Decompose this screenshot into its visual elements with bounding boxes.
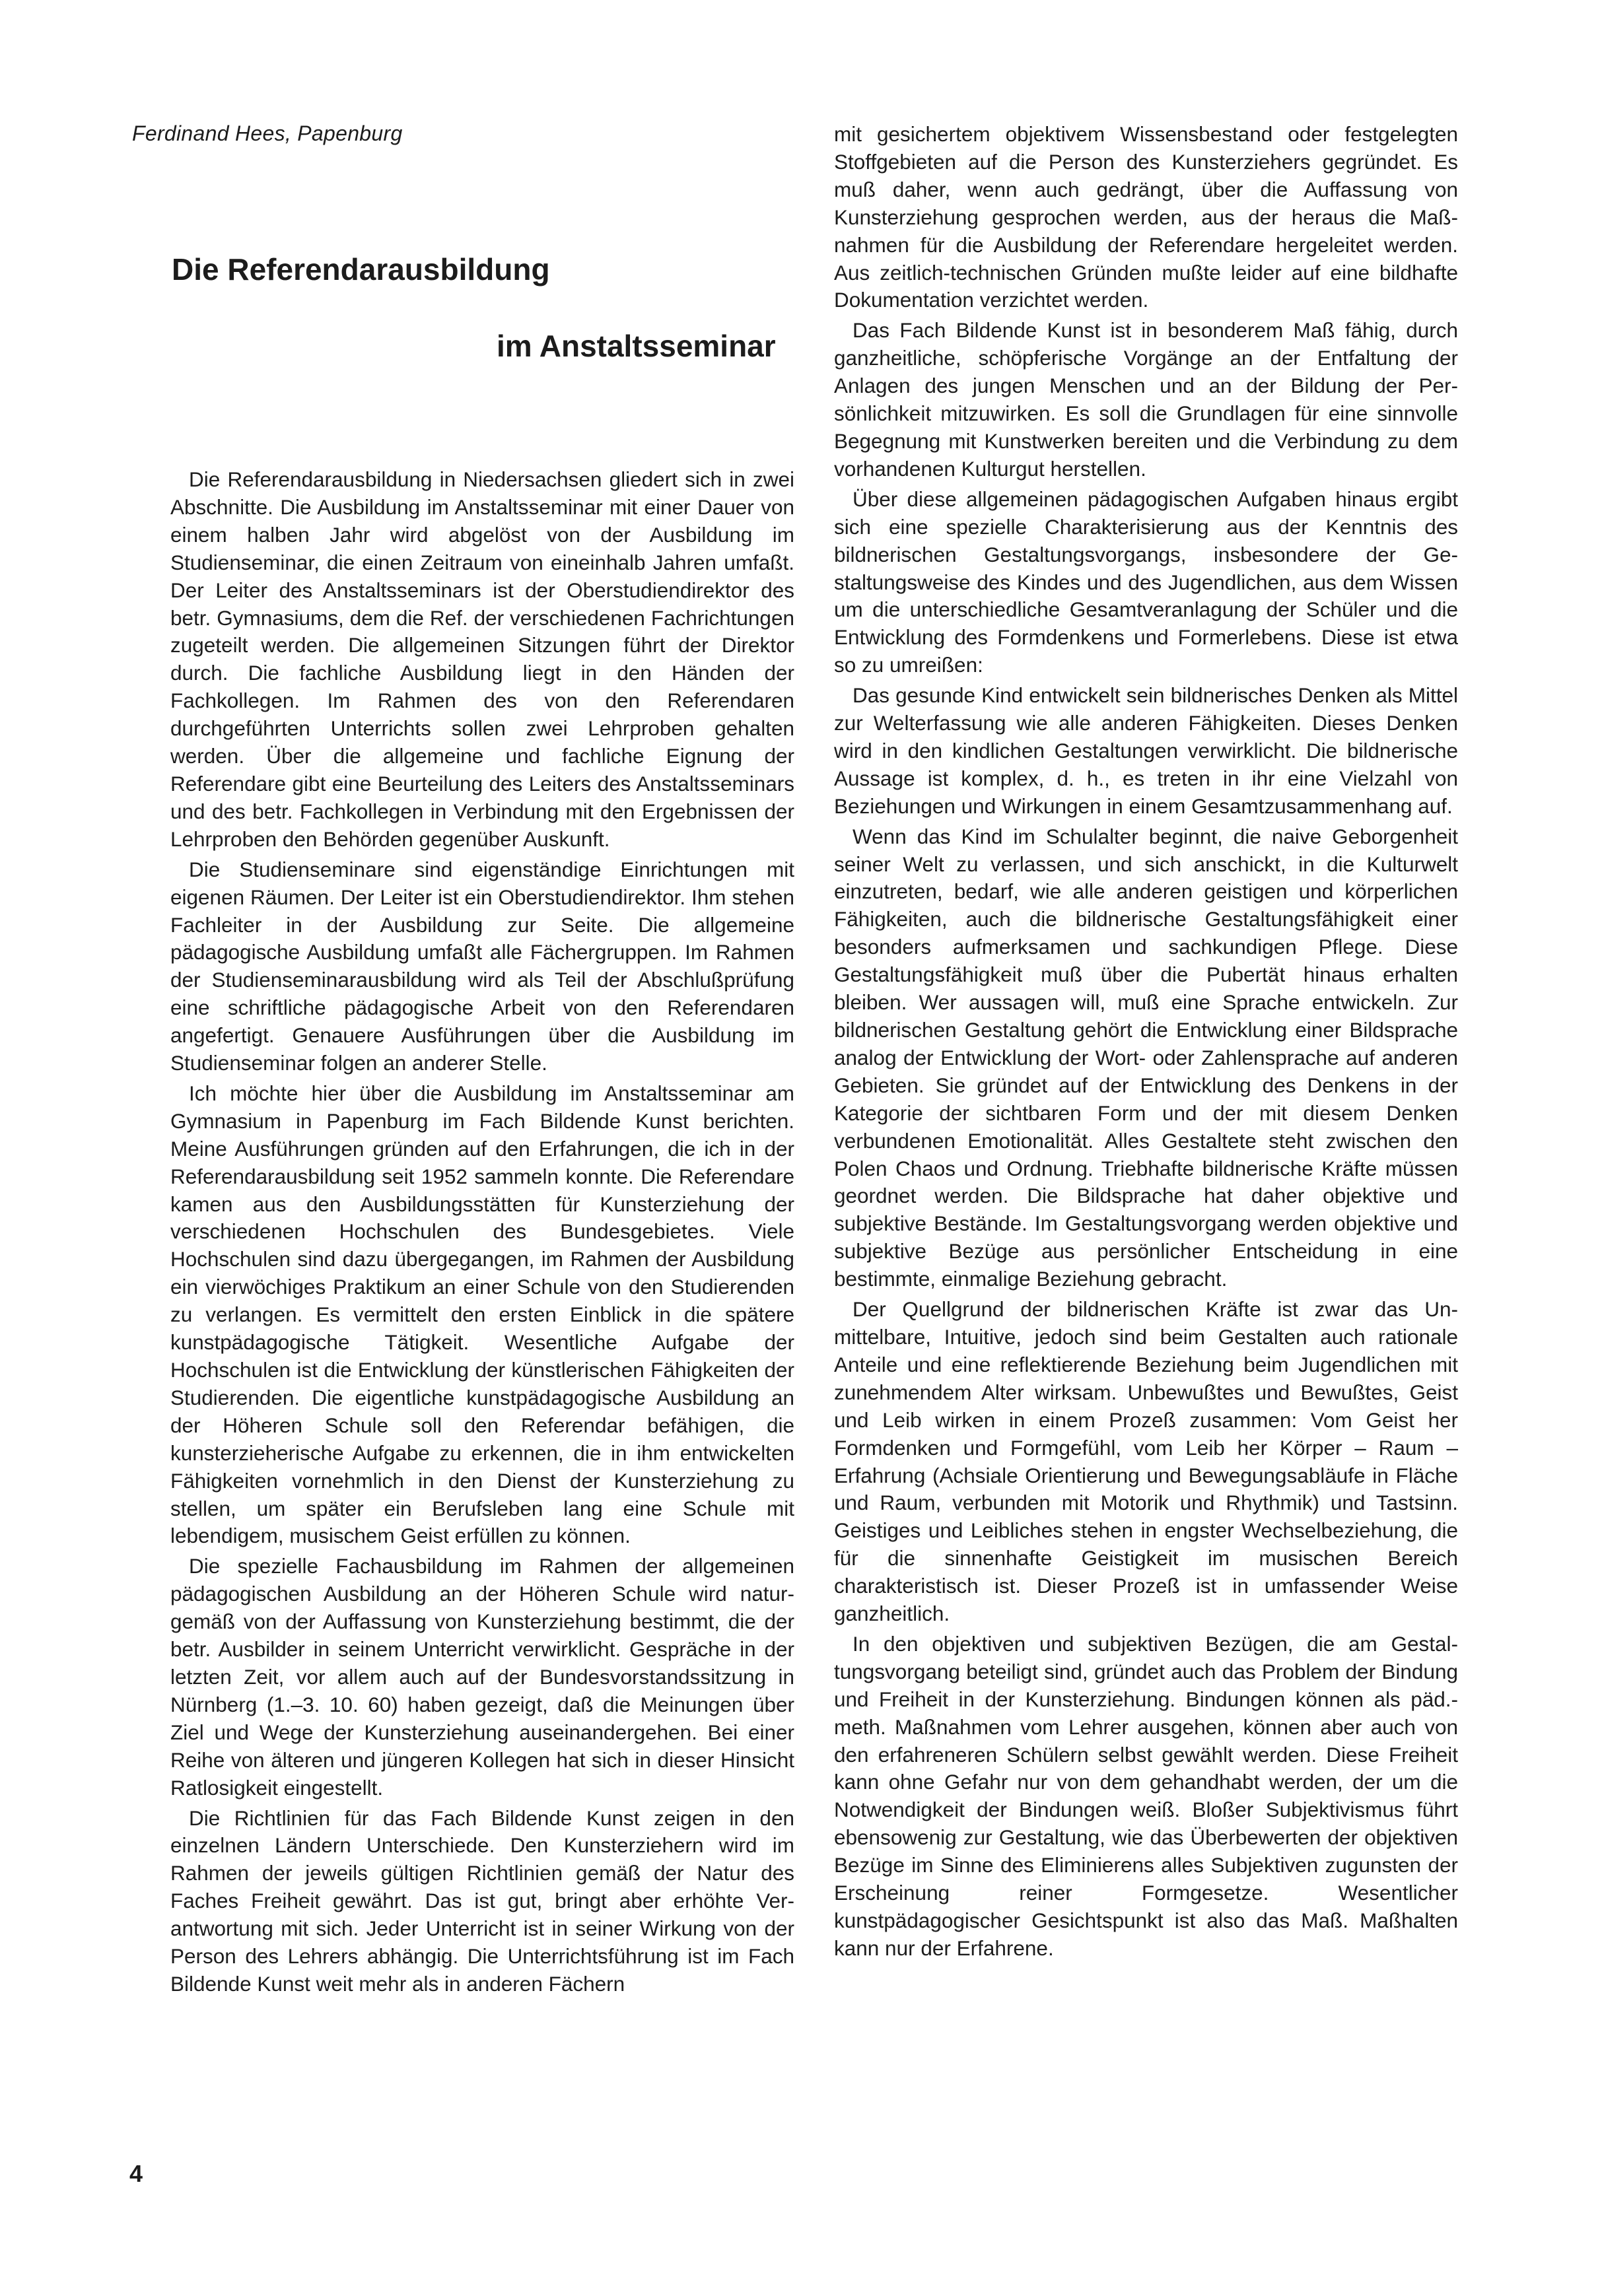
paragraph: Das Fach Bildende Kunst ist in besonderem Maß fähig, durch ganzheitliche, schöpferische Vorgänge an der Entfaltung der Anlagen des jungen Menschen und an der Bildung der Persönlichkeit mitzuwirken. Es soll die Grundlagen für eine sinnvolle Begegnung mit Kunstwerken bereiten und die Verbindung zu dem vorhandenen Kulturgut herstellen. <box>834 318 1458 481</box>
author-line: Ferdinand Hees, Papenburg <box>132 121 403 145</box>
page-number: 4 <box>129 2160 143 2187</box>
article-title-line-2: im Anstaltsseminar <box>497 329 776 363</box>
paragraph: Die Referendarausbildung in Niedersachsen gliedert sich in zwei Abschnitte. Die Ausbildung im Anstaltsseminar mit einer Dauer von einem halben Jahr wird abgelöst von der Ausbildung im Studienseminar, die einen Zeitraum von eineinhalb Jahren umfaßt. Der Leiter des Anstaltsseminars ist der Oberstudiendirektor des betr. Gymnasiums, dem die Ref. der verschiedenen Fachrichtungen zugeteilt werden. Die allgemeinen Sitzungen führt der Direktor durch. Die fachliche Ausbildung liegt in den Händen der Fachkollegen. Im Rahmen des von den Referendaren durchgeführten Unterrichts sollen zwei Lehrproben gehalten werden. Über die allgemeine und fachliche Eignung der Referendare gibt eine Beurteilung des Leiters des Anstaltsseminars und des betr. Fachkollegen in Verbindung mit den Ergebnissen der Lehrproben den Behörden gegenüber Auskunft. <box>170 467 794 851</box>
paragraph: Die spezielle Fachausbildung im Rahmen der allgemeinen pädagogischen Ausbildung an der Höheren Schule wird naturgemäß von der Auffassung von Kunsterziehung bestimmt, die der betr. Ausbilder in seinem Unterricht verwirklicht. Gespräche in der letzten Zeit, vor allem auch auf der Bundesvorstandssitzung in Nürnberg (1.–3. 10. 60) haben gezeigt, daß die Meinungen über Ziel und Wege der Kunsterziehung auseinandergehen. Bei einer Reihe von älteren und jüngeren Kollegen hat sich in dieser Hinsicht Ratlosigkeit eingestellt. <box>170 1554 794 1800</box>
paragraph: Die Studienseminare sind eigenständige Einrichtungen mit eigenen Räumen. Der Leiter ist ein Oberstudiendirektor. Ihm stehen Fachleiter in der Ausbildung zur Seite. Die allgemeine pädagogische Ausbildung umfaßt alle Fächergruppen. Im Rahmen der Studienseminarausbildung wird als Teil der Abschlußprüfung eine schriftliche pädagogische Arbeit von den Referendaren angefertigt. Genauere Ausführungen über die Ausbildung im Studienseminar folgen an anderer Stelle. <box>170 857 794 1075</box>
left-text-column <box>170 466 794 1998</box>
right-text-column <box>834 121 1458 1963</box>
paragraph: Das gesunde Kind entwickelt sein bildnerisches Denken als Mittel zur Welterfassung wie alle anderen Fähigkeiten. Dieses Denken wird in den kindlichen Gestaltungen verwirklicht. Die bildnerische Aussage ist komplex, d. h., es treten in ihr eine Vielzahl von Beziehungen und Wirkungen in einem Gesamtzusammenhang auf. <box>834 683 1458 818</box>
paragraph: Ich möchte hier über die Ausbildung im Anstaltsseminar am Gymnasium in Papenburg im Fach Bildende Kunst berichten. Meine Ausführungen gründen auf den Erfahrungen, die ich in der Referendarausbildung seit 1952 sammeln konnte. Die Referendare kamen aus den Ausbildungsstätten für Kunsterziehung der verschiedenen Hochschulen des Bundesgebietes. Viele Hochschulen sind dazu übergegangen, im Rahmen der Ausbildung ein vierwöchiges Praktikum an einer Schule von den Studierenden zu verlangen. Es vermittelt den ersten Einblick in die spätere kunstpädagogische Tätigkeit. Wesentliche Aufgabe der Hochschulen ist die Entwicklung der künstlerischen Fähigkeiten der Studierenden. Die eigentliche kunstpädagogische Ausbildung an der Höheren Schule soll den Referendar befähigen, die kunsterzieherische Aufgabe zu erkennen, die in ihm entwickelten Fähigkeiten vornehmlich in den Dienst der Kunsterziehung zu stellen, um später ein Berufsleben lang eine Schule mit lebendigem, musischem Geist erfüllen zu können. <box>170 1081 794 1548</box>
paragraph: Wenn das Kind im Schulalter beginnt, die naive Geborgenheit seiner Welt zu verlassen, und sich anschickt, in die Kulturwelt einzutreten, bedarf, wie alle anderen geistigen und körperlichen Fähigkeiten, auch die bildnerische Gestaltungsfähigkeit einer besonders aufmerksamen und sachkundigen Pflege. Diese Gestaltungsfähigkeit muß über die Pubertät hinaus erhalten bleiben. Wer aussagen will, muß eine Sprache entwickeln. Zur bildnerischen Gestaltung gehört die Entwicklung einer Bildsprache analog der Entwicklung der Wort- oder Zahlensprache auf anderen Gebieten. Sie gründet auf der Entwicklung des Denkens in der Kategorie der sichtbaren Form und der mit diesem Denken verbundenen Emotionalität. Alles Gestaltete steht zwischen den Polen Chaos und Ordnung. Triebhafte bildnerische Kräfte müssen geordnet werden. Die Bildsprache hat daher objektive und subjektive Bestände. Im Gestaltungsvorgang werden objektive und subjektive Bezüge aus persönlicher Entscheidung in eine bestimmte, einmalige Beziehung gebracht. <box>834 824 1458 1291</box>
paragraph: Über diese allgemeinen pädagogischen Aufgaben hinaus ergibt sich eine spezielle Charakterisierung aus der Kenntnis des bildnerischen Gestaltungsvorgangs, insbesondere der Gestaltungsweise des Kindes und des Jugendlichen, aus dem Wissen um die unterschiedliche Gesamtveranlagung der Schüler und die Entwicklung des Formdenkens und Formerlebens. Diese ist etwa so zu umreißen: <box>834 487 1458 677</box>
paragraph: In den objektiven und subjektiven Bezügen, die am Gestaltungsvorgang beteiligt sind, gründet auch das Problem der Bindung und Freiheit in der Kunsterziehung. Bindungen können als päd.-meth. Maßnahmen vom Lehrer ausgehen, können aber auch von den erfahreneren Schülern selbst gewählt werden. Diese Freiheit kann ohne Gefahr nur von dem gehandhabt werden, der um die Notwendigkeit der Bindungen weiß. Bloßer Subjektivismus führt ebensowenig zur Gestaltung, wie das Überbewerten der objektiven Bezüge im Sinne des Eliminierens alles Subjektiven zugunsten der Erscheinung reiner Formgesetze. Wesentlicher kunstpädagogischer Gesichtspunkt ist also das Maß. Maßhalten kann nur der Erfahrene. <box>834 1631 1458 1960</box>
paragraph: Die Richtlinien für das Fach Bildende Kunst zeigen in den einzelnen Ländern Unterschiede. Den Kunsterziehern wird im Rahmen der jeweils gültigen Richtlinien gemäß der Natur des Faches Freiheit gewährt. Das ist gut, bringt aber erhöhte Verantwortung mit sich. Jeder Unterricht ist in seiner Wirkung von der Person des Lehrers abhängig. Die Unterrichtsführung ist im Fach Bildende Kunst weit mehr als in anderen Fächern <box>170 1806 794 1996</box>
paragraph: mit gesichertem objektivem Wissensbestand oder festgelegten Stoffgebieten auf die Person des Kunsterziehers gegründet. Es muß daher, wenn auch gedrängt, über die Auffassung von Kunsterziehung gesprochen werden, aus der heraus die Maßnahmen für die Ausbildung der Referendare hergeleitet werden. Aus zeitlich-technischen Gründen mußte leider auf eine bildhafte Dokumentation verzichtet werden. <box>834 122 1458 312</box>
article-title-line-1: Die Referendarausbildung <box>172 252 550 287</box>
paragraph: Der Quellgrund der bildnerischen Kräfte ist zwar das Unmittelbare, Intuitive, jedoch sind beim Gestalten auch rationale Anteile und eine reflektierende Beziehung beim Jugendlichen mit zunehmendem Alter wirksam. Unbewußtes und Bewußtes, Geist und Leib wirken in einem Prozeß zusammen: Vom Geist her Formdenken und Formgefühl, vom Leib her Körper – Raum – Erfahrung (Achsiale Orientierung und Bewegungsabläufe in Fläche und Raum, verbunden mit Motorik und Rhythmik) und Tastsinn. Geistiges und Leibliches stehen in engster Wechselbeziehung, die für die sinnenhafte Geistigkeit im musischen Bereich charakteristisch ist. Dieser Prozeß ist in umfassender Weise ganzheitlich. <box>834 1297 1458 1626</box>
